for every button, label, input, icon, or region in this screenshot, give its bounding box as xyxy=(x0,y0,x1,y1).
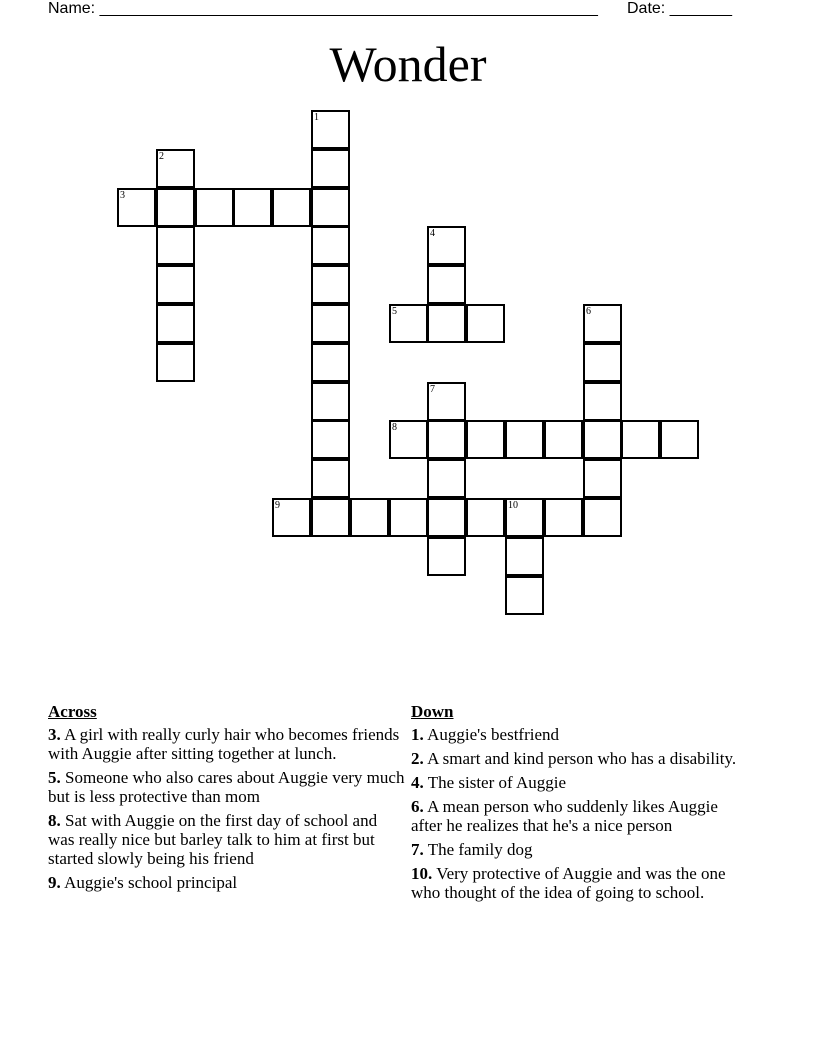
grid-cell[interactable] xyxy=(311,188,350,227)
clue-number: 3. xyxy=(48,725,61,744)
cell-number: 10 xyxy=(508,500,518,511)
grid-cell[interactable] xyxy=(311,304,350,343)
grid-cell[interactable] xyxy=(350,498,389,537)
grid-cell[interactable] xyxy=(389,420,428,459)
grid-cell[interactable] xyxy=(466,304,505,343)
grid-cell[interactable] xyxy=(583,343,622,382)
grid-cell[interactable] xyxy=(311,498,350,537)
grid-cell[interactable] xyxy=(156,343,195,382)
clue-text: The sister of Auggie xyxy=(427,773,567,792)
grid-cell[interactable] xyxy=(583,420,622,459)
grid-cell[interactable] xyxy=(389,304,428,343)
grid-cell[interactable] xyxy=(544,498,583,537)
grid-cell[interactable] xyxy=(156,188,195,227)
grid-cell[interactable] xyxy=(156,265,195,304)
clue-text: Auggie's school principal xyxy=(64,873,238,892)
down-clue xyxy=(411,749,751,768)
grid-cell[interactable] xyxy=(505,420,544,459)
grid-cell[interactable] xyxy=(505,498,544,537)
grid-cell[interactable] xyxy=(156,304,195,343)
grid-cell[interactable] xyxy=(156,149,195,188)
down-clues xyxy=(411,702,751,907)
grid-cell[interactable] xyxy=(427,226,466,265)
cell-number: 5 xyxy=(392,306,397,317)
across-clues xyxy=(48,702,406,897)
grid-cell[interactable] xyxy=(311,420,350,459)
down-clue xyxy=(411,797,751,835)
clue-number: 9. xyxy=(48,873,61,892)
grid-cell[interactable] xyxy=(195,188,234,227)
clue-number: 2. xyxy=(411,749,424,768)
grid-cell[interactable] xyxy=(117,188,156,227)
grid-cell[interactable] xyxy=(311,459,350,498)
cell-number: 4 xyxy=(430,228,435,239)
down-heading: Down xyxy=(411,702,454,721)
cell-number: 2 xyxy=(159,151,164,162)
clue-text: Sat with Auggie on the first day of school and was really nice but barley talk to him at first but started slowly being his friend xyxy=(48,811,378,868)
date-blank: _______ xyxy=(669,0,732,17)
name-blank: ________________________________________________________ xyxy=(99,0,598,17)
grid-cell[interactable] xyxy=(427,537,466,576)
grid-cell[interactable] xyxy=(427,265,466,304)
grid-cell[interactable] xyxy=(311,110,350,149)
clue-number: 7. xyxy=(411,840,424,859)
cell-number: 1 xyxy=(314,112,319,123)
down-clue xyxy=(411,773,751,792)
clue-number: 4. xyxy=(411,773,424,792)
down-clue xyxy=(411,840,751,859)
grid-cell[interactable] xyxy=(311,382,350,421)
across-clue xyxy=(48,873,406,892)
grid-cell[interactable] xyxy=(427,420,466,459)
grid-cell[interactable] xyxy=(311,226,350,265)
down-clue xyxy=(411,725,751,744)
grid-cell[interactable] xyxy=(544,420,583,459)
grid-cell[interactable] xyxy=(660,420,699,459)
grid-cell[interactable] xyxy=(583,382,622,421)
clue-number: 5. xyxy=(48,768,61,787)
grid-cell[interactable] xyxy=(427,304,466,343)
down-clue xyxy=(411,864,751,902)
cell-number: 7 xyxy=(430,384,435,395)
clue-number: 10. xyxy=(411,864,433,883)
date-label: Date: xyxy=(627,0,666,17)
grid-cell[interactable] xyxy=(233,188,272,227)
clue-number: 8. xyxy=(48,811,61,830)
grid-cell[interactable] xyxy=(427,382,466,421)
cell-number: 8 xyxy=(392,422,397,433)
clue-text: Very protective of Auggie and was the one who thought of the idea of going to school. xyxy=(411,864,726,902)
grid-cell[interactable] xyxy=(583,459,622,498)
across-clue xyxy=(48,811,406,868)
across-clue xyxy=(48,768,406,806)
clue-text: Someone who also cares about Auggie very much but is less protective than mom xyxy=(48,768,405,806)
across-clue xyxy=(48,725,406,763)
grid-cell[interactable] xyxy=(427,498,466,537)
grid-cell[interactable] xyxy=(466,498,505,537)
grid-cell[interactable] xyxy=(621,420,660,459)
cell-number: 9 xyxy=(275,500,280,511)
grid-cell[interactable] xyxy=(505,576,544,615)
clue-text: The family dog xyxy=(427,840,533,859)
grid-cell[interactable] xyxy=(272,188,311,227)
grid-cell[interactable] xyxy=(466,420,505,459)
clue-text: A mean person who suddenly likes Auggie after he realizes that he's a nice person xyxy=(411,797,718,835)
name-label: Name: xyxy=(48,0,96,17)
clue-text: A smart and kind person who has a disability. xyxy=(427,749,737,768)
grid-cell[interactable] xyxy=(505,537,544,576)
grid-cell[interactable] xyxy=(311,149,350,188)
grid-cell[interactable] xyxy=(427,459,466,498)
across-heading: Across xyxy=(48,702,97,721)
clue-number: 1. xyxy=(411,725,424,744)
grid-cell[interactable] xyxy=(272,498,311,537)
grid-cell[interactable] xyxy=(389,498,428,537)
grid-cell[interactable] xyxy=(156,226,195,265)
cell-number: 6 xyxy=(586,306,591,317)
grid-cell[interactable] xyxy=(311,343,350,382)
clue-text: Auggie's bestfriend xyxy=(427,725,560,744)
grid-cell[interactable] xyxy=(583,304,622,343)
grid-cell[interactable] xyxy=(583,498,622,537)
grid-cell[interactable] xyxy=(311,265,350,304)
clue-number: 6. xyxy=(411,797,424,816)
clue-text: A girl with really curly hair who becomes friends with Auggie after sitting together at lunch. xyxy=(48,725,400,763)
puzzle-title: Wonder xyxy=(329,36,487,92)
cell-number: 3 xyxy=(120,190,125,201)
